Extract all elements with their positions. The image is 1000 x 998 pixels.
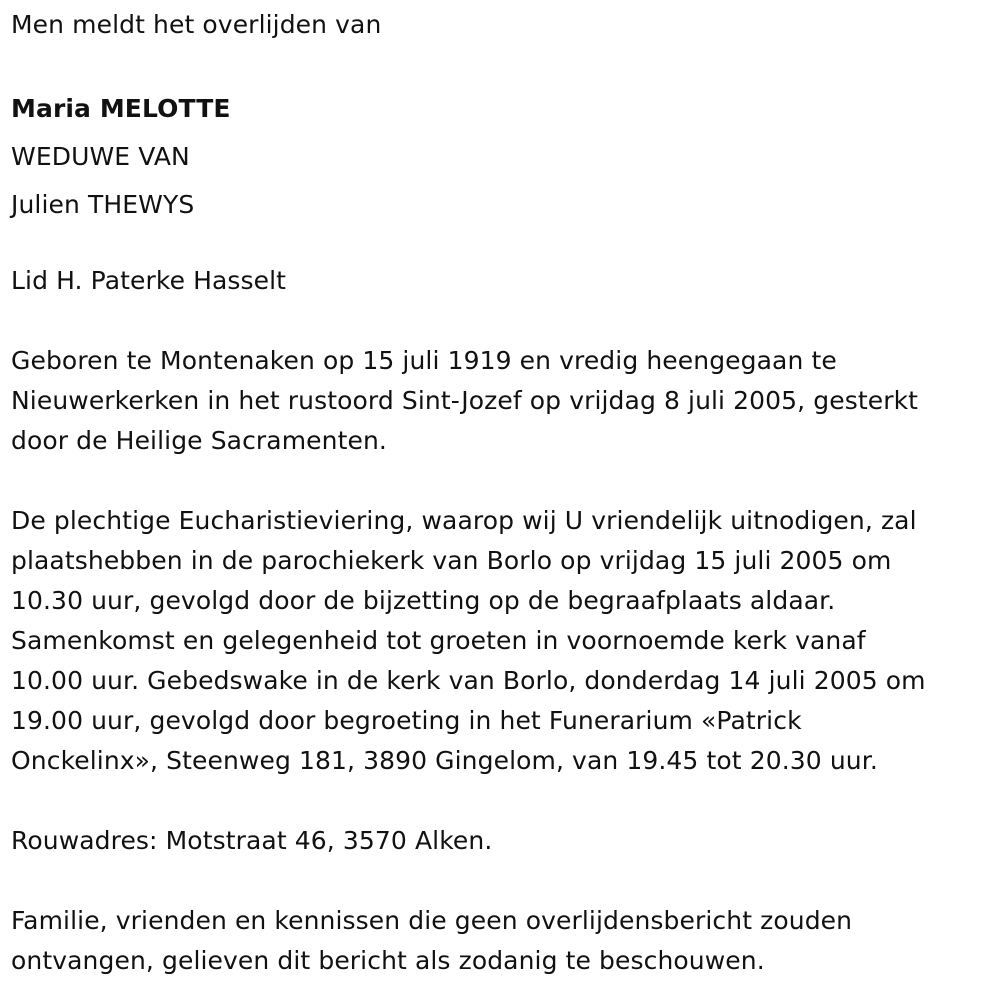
birth-death-paragraph: Geboren te Montenaken op 15 juli 1919 en vredig heengegaan te Nieuwerkerken in het rustoord Sint-Jozef op vrijdag 8 juli 2005, gesterkt door de Heilige Sacramenten. xyxy=(11,346,919,455)
spouse-name: Julien THEWYS xyxy=(11,190,195,219)
ceremony-paragraph: De plechtige Eucharistieviering, waarop wij U vriendelijk uitnodigen, zal plaatshebben in de parochiekerk van Borlo op vrijdag 15 juli 2005 om 10.30 uur, gevolgd door de bijzetting op de begraafplaats aldaar. Samenkomst en gelegenheid tot groeten in voornoemde kerk vanaf 10.00 uur. Gebedswake in de kerk van Borlo, donderdag 14 juli 2005 om 19.00 uur, gevolgd door begroeting in het Funerarium «Patrick Onckelinx», Steenweg 181, 3890 Gingelom, van 19.45 tot 20.30 uur. xyxy=(11,506,926,775)
membership-text: Lid H. Paterke Hasselt xyxy=(11,266,287,295)
death-notice xyxy=(11,0,986,981)
intro-text: Men meldt het overlijden van xyxy=(11,10,382,39)
mourning-address: Rouwadres: Motstraat 46, 3570 Alken. xyxy=(11,826,493,855)
relation-text: WEDUWE VAN xyxy=(11,142,190,171)
deceased-name: Maria MELOTTE xyxy=(11,94,231,123)
closing-paragraph: Familie, vrienden en kennissen die geen overlijdensbericht zouden ontvangen, gelieven dit bericht als zodanig te beschouwen. xyxy=(11,906,853,975)
